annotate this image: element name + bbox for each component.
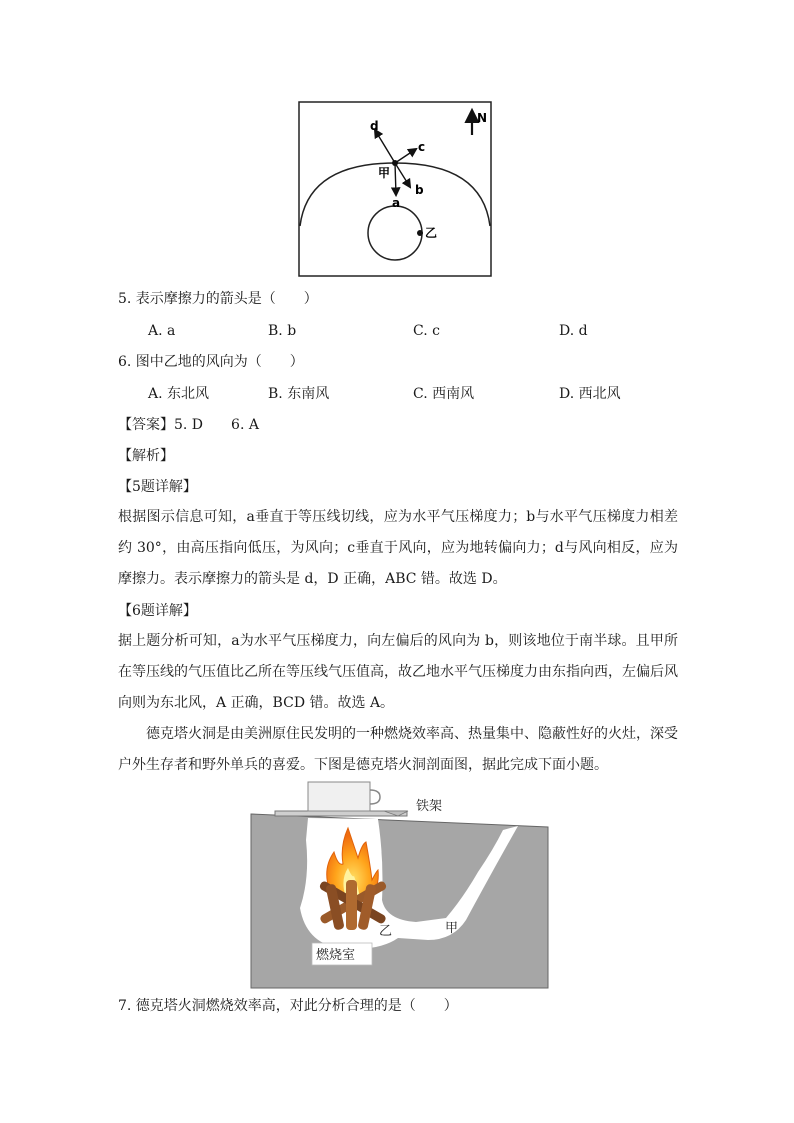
pot — [308, 782, 380, 811]
diagram-frame — [299, 102, 491, 276]
analysis-heading: 【解析】 — [118, 448, 174, 464]
pot-handle — [370, 790, 380, 804]
label-north: N — [477, 111, 488, 125]
fire-hole-diagram — [248, 780, 553, 992]
pot-body — [308, 782, 370, 811]
label-d: d — [370, 119, 379, 133]
q5-option-a: A. a — [148, 323, 176, 339]
q5-option-c: C. c — [413, 323, 440, 339]
label-jia: 甲 — [378, 166, 391, 180]
label-a: a — [392, 196, 401, 210]
q7-stem: 7. 德克塔火洞燃烧效率高，对此分析合理的是（ ） — [118, 998, 458, 1014]
q5-stem: 5. 表示摩擦力的箭头是（ ） — [118, 291, 318, 307]
arrow-a — [395, 163, 396, 195]
answer-line: 【答案】5. D 6. A — [118, 417, 259, 433]
q6-option-a: A. 东北风 — [148, 386, 210, 402]
label-b: b — [415, 183, 424, 197]
label-iron-rack: 铁架 — [416, 799, 443, 814]
q5-detail-heading: 【5题详解】 — [118, 479, 197, 495]
q6-stem: 6. 图中乙地的风向为（ ） — [118, 354, 304, 370]
q6-option-c: C. 西南风 — [413, 386, 475, 402]
q5-detail-text: 根据图示信息可知，a垂直于等压线切线，应为水平气压梯度力；b与水平气压梯度力相差约 30°，由高压指向低压，为风向；c垂直于风向，应为地转偏向力；d与风向相反，应为摩擦力。表示摩擦力的箭头是 d，D 正确，ABC 错。故选 D。 — [118, 509, 678, 587]
label-yi: 乙 — [425, 226, 438, 240]
q5-option-b: B. b — [268, 323, 297, 339]
q6-option-b: B. 东南风 — [268, 386, 330, 402]
label-jia: 甲 — [445, 921, 459, 936]
q6-option-d: D. 西北风 — [559, 386, 621, 402]
q5-option-d: D. d — [559, 323, 588, 339]
label-chamber: 燃烧室 — [316, 948, 356, 963]
wind-force-diagram — [298, 101, 494, 278]
q6-detail-text: 据上题分析可知，a为水平气压梯度力，向左偏后的风向为 b，则该地位于南半球。且甲所在等压线的气压值比乙所在等压线气压值高，故乙地水平气压梯度力由东指向西，左偏后风向则为东北风，A 正确，BCD 错。故选 A。 — [118, 633, 678, 711]
label-c: c — [418, 140, 426, 154]
log-3 — [346, 880, 357, 930]
label-yi: 乙 — [379, 924, 393, 939]
intro-paragraph: 德克塔火洞是由美洲原住民发明的一种燃烧效率高、热量集中、隐蔽性好的火灶，深受户外生存者和野外单兵的喜爱。下图是德克塔火洞剖面图，据此完成下面小题。 — [118, 726, 678, 773]
point-yi — [417, 230, 423, 236]
q6-detail-heading: 【6题详解】 — [118, 603, 197, 619]
